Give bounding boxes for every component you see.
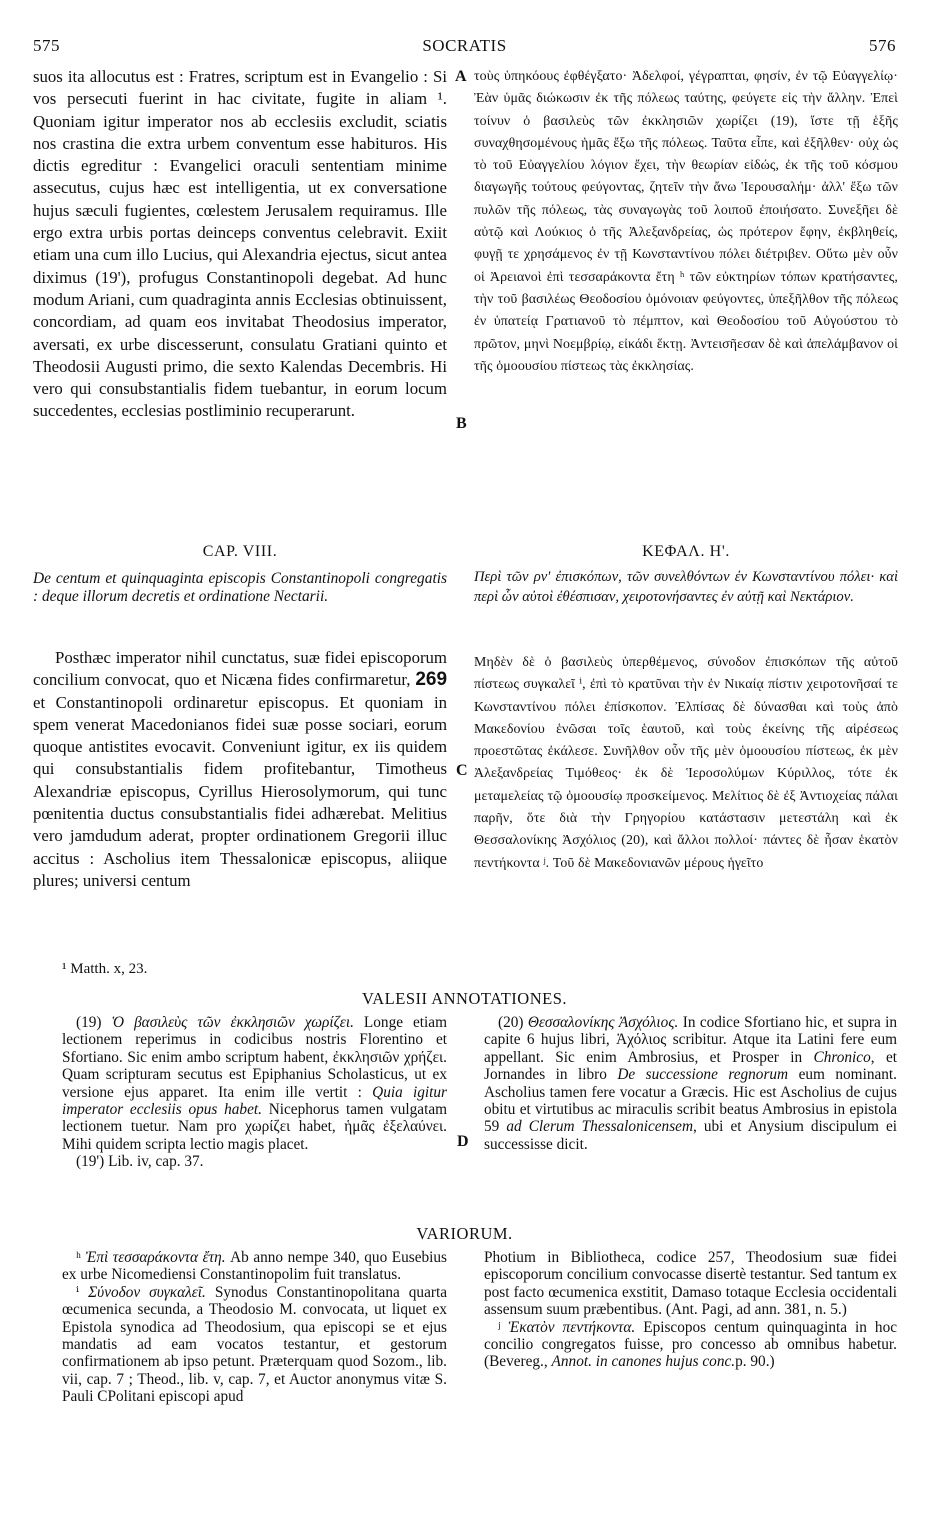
var-j-annot: Annot. in canones hujus conc. xyxy=(551,1353,736,1371)
note20-chronico: Chronico xyxy=(813,1048,871,1066)
note19-text: Longe etiam lectionem reperimus in codicibus nostris Florentino et Sfortiano. Sic enim ambo scriptum habent, ἐκκλησιῶν χρήζει. Quam scripturam secutus est Epiphanius Scholasticus, ut ex versione ejus apparet. Ita enim ille vertit : xyxy=(62,1014,447,1101)
valesii-note-19 xyxy=(62,1014,447,1171)
chapter-heading-greek: ΚΕΦΑΛ. Η'. xyxy=(642,543,730,560)
margin-letter-d: D xyxy=(457,1133,469,1150)
note20-book: De successione regnorum xyxy=(617,1066,789,1084)
chapter-summary-greek: Περὶ τῶν ρν' ἐπισκόπων, τῶν συνελθόντων ἐν Κωνσταντίνου πόλει· καὶ περὶ ὧν αὐτοὶ ἐθέσπισαν, χειροτονήσαντες ἐν αὐτῇ καὶ Νεκτάριον. xyxy=(474,569,898,605)
var-i-text: Synodus Constantinopolitana quarta œcumenica secunda, a Theodosio M. convocata, ut liquet ex Epistola synodica ad Theodosium, qua episcopi se et ejus mandatis ad eam vocatos testantur, et gestorum confirmationem ab ipso petunt. Præterquam quod Sozom., lib. vii, cap. 7 ; Theod., lib. v, cap. 7, et Auctor anonymus vitæ S. Pauli CPolitani episcopi apud xyxy=(62,1283,447,1406)
note19b: (19') Lib. iv, cap. 37. xyxy=(76,1153,204,1171)
note19-ref: (19) xyxy=(76,1014,102,1031)
valesii-title: VALESII ANNOTATIONES. xyxy=(361,989,568,1008)
variorum-title: VARIORUM. xyxy=(416,1224,513,1243)
note20-ref: (20) xyxy=(498,1014,524,1031)
var-j-lemma: Ἑκατὸν πεντήκοντα. xyxy=(508,1318,636,1336)
note20-ad: ad Clerum Thessalonicensem xyxy=(506,1118,693,1136)
note20-text3: eum nominant. Ascholius tamen fere vocatur a Græcis. Hic est Ascholius de cujus obitu et virtutibus ac miraculis scribit beatus Ambrosius in epistola 59 xyxy=(484,1066,897,1136)
var-i-ref: ⁱ xyxy=(76,1283,80,1301)
latin-column-top: suos ita allocutus est : Fratres, scriptum est in Evangelio : Si vos persecuti fuerint in hac civitate, fugite in aliam ¹. Quoniam igitur imperator nos ab ecclesiis excludit, sciatis nos crastina die extra urbem conventum esse habituros. His dictis egreditur : Evangelici oraculi sententiam minime assecutus, cujus hæc est intelligentia, ut ex conversatione hujus sæculi fugientes, cœlestem Jerusalem requiramus. Ille ergo extra urbis portas deinceps conventus celebravit. Exiit etiam una cum illo Lucius, qui Alexandria ejectus, sicut antea diximus (19'), profugus Constantinopoli degebat. Ad hunc modum Ariani, cum quadraginta annis Ecclesias obtinuissent, concordiam, ad quam eos invitabat Theodosius imperator, aversati, ex urbe discesserunt, consulatu Gratiani quinto et Theodosii Augusti primo, die sexto Kalendas Decembris. Hi vero qui consubstantialis fidem tuebantur, in eorum locum succedentes, ecclesias postliminio recuperarunt. xyxy=(33,67,447,421)
latin-column-chapter xyxy=(33,647,447,892)
note19-text2: Nicephorus tamen vulgatam lectionem tuetur. Nam pro χωρίζει habet, ἡμᾶς ἐξελαύνει. Mihi quidem scripta lectio magis placet. xyxy=(62,1101,448,1153)
greek-column-top: τοὺς ὑπηκόους ἐφθέγξατο· Ἀδελφοί, γέγραπται, φησίν, ἐν τῷ Εὐαγγελίῳ· Ἐὰν ὑμᾶς διώκωσιν ἐκ τῆς πόλεως ταύτης, φεύγετε εἰς τὴν ἄλλην. Ἐπεὶ τοίνυν ὁ βασιλεὺς τῶν ἐκκλησιῶν χωρίζει (19), ἴστε τῇ ἑξῆς συναχθησομένους ἡμᾶς ἔξω τῆς πόλεως. Ταῦτα εἶπε, καὶ ἐξῆλθεν· οὐχ ὡς τὸ τοῦ Εὐαγγελίου λόγιον ἔχει, τὴν θεωρίαν εἰδώς, ἐκ τῆς τοῦ κόσμου διαγωγῆς τούτους φεύγοντας, ζητεῖν τὴν ἄνω Ἱερουσαλήμ· ἀλλ' ἔξω τῶν πυλῶν τῆς πόλεως, τὰς συναγωγὰς τοῦ λοιποῦ ἐποιήσατο. Συνεξῆει δὲ αὐτῷ καὶ Λούκιος ὁ τῆς Ἀλεξανδρείας, ὡς πρότερον ἔφην, ἐκβληθείς, φυγῇ τε χρησάμενος ἐν τῇ Κωνσταντίνου πόλει διέτριβεν. Οὕτω μὲν οὖν οἱ Ἀρειανοὶ ἐπὶ τεσσαράκοντα ἔτη ʰ τῶν εὐκτηρίων τόπων κρατήσαντες, τὴν τοῦ βασιλέως Θεοδοσίου ὁμόνοιαν φεύγοντες, ὑπεξῆλθον τῆς πόλεως ἐν ὑπατείᾳ Γρατιανοῦ τὸ πέμπτον, καὶ Θεοδοσίου τοῦ Αὐγούστου τὸ πρῶτον, μηνὶ Νοεμβρίῳ, εἰκάδι ἕκτῃ. Ἀντεισῆεσαν δὲ καὶ ἀπελάμβανον οἱ τῆς ὁμοουσίου πίστεως τὰς ἐκκλησίας. xyxy=(474,69,898,374)
note20-lemma: Θεσσαλονίκης Ἀσχόλιος. xyxy=(527,1014,679,1031)
note20-text4: , ubi et Anysium discipulum ei successisse dicit. xyxy=(484,1118,897,1153)
note20-text: In codice Sfortiano hic, et supra in capite 6 hujus libri, Ἀχόλιος scribitur. Atque ita Latini fere eum appellant. Sic enim Ambrosius, et Prosper in xyxy=(484,1014,898,1066)
valesii-note-20 xyxy=(484,1014,897,1153)
var-j-tail: p. 90.) xyxy=(735,1353,775,1371)
latin-chapter-text-a: Posthæc imperator nihil cunctatus, suæ fidei episcoporum concilium convocat, quo et Nicæna fides confirmaretur, xyxy=(33,648,447,690)
margin-letter-c: C xyxy=(456,762,468,779)
var-i-continued: Photium in Bibliotheca, codice 257, Theodosium suæ fidei episcoporum concilium convocasse disertè testantur. Sed tantum ex post facto œcumenica exstitit, Damaso totaque Ecclesia occidentali assensum suum præbentibus. (Ant. Pagi, ad ann. 381, n. 5.) xyxy=(484,1249,897,1319)
running-title: SOCRATIS xyxy=(422,36,507,55)
note20-text2: , et Jornandes in libro xyxy=(484,1048,897,1084)
latin-chapter-text-b: et Constantinopoli ordinaretur episcopus. Et quoniam in spem venerat Macedonianos fidei suæ posse sociari, eorum quoque antistites evocavit. Conveniunt igitur, ex iis quidem qui consubstantialis fidem profitebantur, Timotheus Alexandriæ episcopus, Cyrillus Hierosolymorum, qui tunc pœnitentia ductus consubstantialis fidei adhærebat. Melitius vero jamdudum aderat, propter ordinationem Gregorii illuc accitus : Ascholius item Thessalonicæ episcopus, aliique plures; universi centum xyxy=(33,692,447,890)
margin-letter-b: B xyxy=(456,415,467,432)
greek-column-chapter: Μηδὲν δὲ ὁ βασιλεὺς ὑπερθέμενος, σύνοδον ἐπισκόπων τῆς αὐτοῦ πίστεως συγκαλεῖ ⁱ, ἐπὶ τὸ κρατῦναι τὴν ἐν Νικαίᾳ πίστιν χειροτονῆσαί τε Κωνσταντίνου πόλει ἐπίσκοπον. Ἐλπίσας δὲ δύνασθαι καὶ τοὺς ἀπὸ Μακεδονίου ἑνῶσαι τοῖς ἑαυτοῦ, καὶ τοὺς ἐκείνης τῆς αἱρέσεως προεστῶτας ἐκάλεσε. Συνῆλθον οὖν τῆς μὲν ὁμοουσίου πίστεως, ἐκ μὲν Ἀλεξανδρείας Τιμόθεος· ἐκ δὲ Ἱεροσολύμων Κύριλλος, τότε ἐκ μεταμελείας τῷ ὁμοουσίῳ προσκείμενος. Μελίτιος δὲ ἐξ Ἀντιοχείας πάλαι παρῆν, ὅτε διὰ τὴν Γρηγορίου κατάστασιν μετεστάλη καὶ ἐκ Θεσσαλονίκης Ἀσχόλιος (20), καὶ ἄλλοι πολλοί· πάντες δὲ ἦσαν ἑκατὸν πεντήκοντα ʲ. Τοῦ δὲ Μακεδονιανῶν μέρους ἡγεῖτο xyxy=(474,655,898,871)
note19-quote: Quia igitur imperator ecclesiis opus habet. xyxy=(62,1083,448,1119)
margin-letter-a: A xyxy=(455,68,467,85)
var-h-ref: ʰ xyxy=(76,1249,81,1266)
var-h-lemma: Ἐπὶ τεσσαράκοντα ἔτη. xyxy=(85,1249,226,1266)
var-h-text: Ab anno nempe 340, quo Eusebius ex urbe Nicomediensi Constantinopolim fuit translatus. xyxy=(62,1249,448,1284)
page-number-right: 576 xyxy=(869,36,896,55)
var-j-text: Episcopos centum quinquaginta in hoc concilio congregatos fuisse, pro concesso ab omnibus habetur. (Bevereg., xyxy=(484,1318,898,1371)
inline-page-number: 269 xyxy=(415,669,448,691)
chapter-summary-latin: De centum et quinquaginta episcopis Constantinopoli congregatis : deque illorum decretis et ordinatione Nectarii. xyxy=(33,570,447,605)
variorum-left xyxy=(62,1249,447,1406)
var-i-lemma: Σύνοδον συγκαλεῖ. xyxy=(88,1283,206,1301)
var-j-ref: ʲ xyxy=(498,1318,501,1336)
footnote: ¹ Matth. x, 23. xyxy=(62,961,148,977)
variorum-right xyxy=(484,1249,897,1371)
note19-lemma: Ὁ βασιλεὺς τῶν ἐκκλησιῶν χωρίζει. xyxy=(111,1014,354,1031)
page-number-left: 575 xyxy=(33,36,60,55)
chapter-heading-latin: CAP. VIII. xyxy=(202,543,278,560)
